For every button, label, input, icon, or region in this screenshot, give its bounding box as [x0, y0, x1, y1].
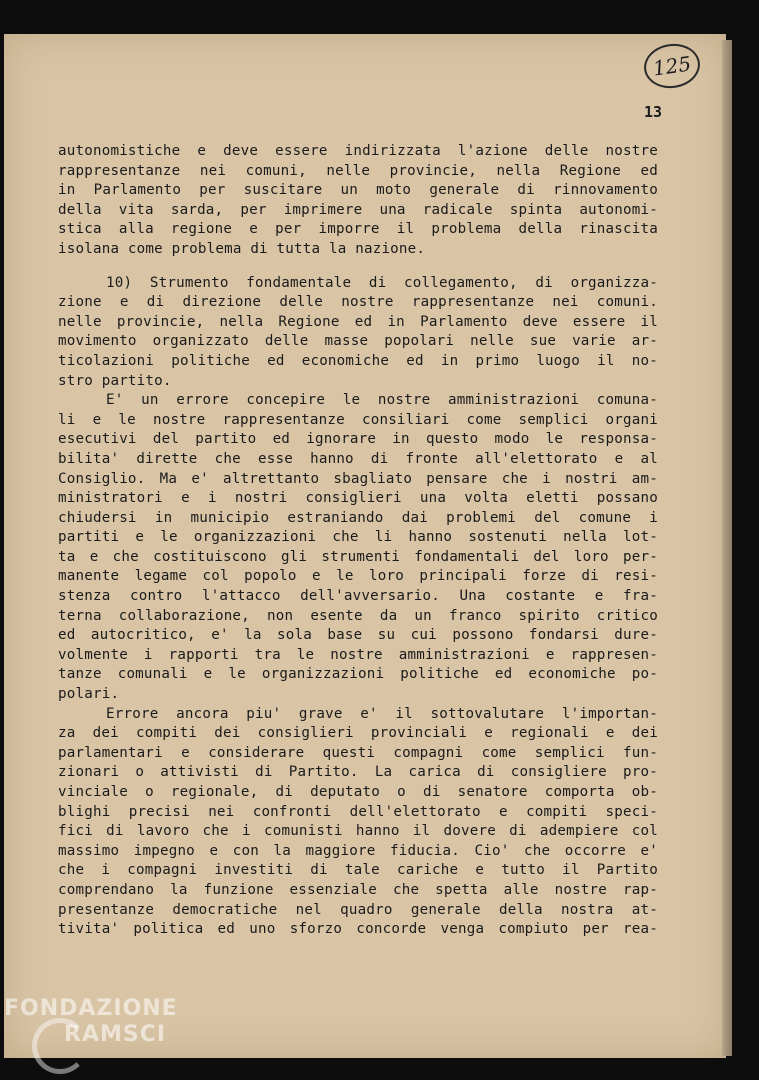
paragraph-gap: [58, 260, 658, 274]
text-line: isolana come problema di tutta la nazione.: [58, 240, 426, 257]
watermark-line1: FONDAZIONE: [4, 996, 178, 1021]
text-line: stro partito.: [58, 372, 172, 389]
text-line: esecutivi del partito ed ignorare in questo modo le responsa-: [58, 431, 658, 448]
text-line: polari.: [58, 686, 120, 703]
text-line: autonomistiche e deve essere indirizzata l'azione delle nostre: [58, 143, 658, 159]
text-line: partiti e le organizzazioni che li hanno sostenuti nella lot-: [58, 529, 658, 546]
text-line: ed autocritico, e' la sola base su cui possono fondarsi dure-: [58, 627, 658, 644]
page-edge: [722, 40, 732, 1056]
text-line: ta e che costituiscono gli strumenti fondamentali del loro per-: [58, 548, 658, 565]
text-line: comprendano la funzione essenziale che spetta alle nostre rap-: [58, 881, 658, 898]
text-line: tanze comunali e le organizzazioni politiche ed economiche po-: [58, 666, 658, 683]
text-line: zione e di direzione delle nostre rappresentanze nei comuni.: [58, 294, 658, 311]
text-line: della vita sarda, per imprimere una radicale spinta autonomi-: [58, 201, 658, 218]
text-line: in Parlamento per suscitare un moto generale di rinnovamento: [58, 182, 658, 199]
text-line: che i compagni investiti di tale cariche e tutto il Partito: [58, 862, 658, 879]
text-line: bilita' dirette che esse hanno di fronte all'elettorato e al: [58, 450, 658, 467]
text-line: tivita' politica ed uno sforzo concorde venga compiuto per rea-: [58, 921, 658, 938]
text-line: Errore ancora piu' grave e' il sottovalutare l'importan-: [106, 705, 658, 722]
text-line: manente legame col popolo e le loro principali forze di resi-: [58, 568, 658, 585]
body-text: [58, 142, 658, 940]
text-line: ministratori e i nostri consiglieri una volta eletti possano: [58, 490, 658, 507]
text-line: Consiglio. Ma e' altrettanto sbagliato pensare che i nostri am-: [58, 470, 658, 487]
text-line: zionari o attivisti di Partito. La carica di consigliere pro-: [58, 764, 658, 781]
text-line: nelle provincie, nella Regione ed in Parlamento deve essere il: [58, 313, 658, 330]
text-line: vinciale o regionale, di deputato o di senatore comporta ob-: [58, 784, 658, 800]
text-line: blighi precisi nei confronti dell'elettorato e compiti speci-: [58, 803, 658, 820]
text-line: presentanze democratiche nel quadro generale della nostra at-: [58, 901, 658, 918]
text-line: rappresentanze nei comuni, nelle provincie, nella Regione ed: [58, 162, 658, 179]
text-line: massimo impegno e con la maggiore fiducia. Cio' che occorre e': [58, 842, 658, 859]
text-line: fici di lavoro che i comunisti hanno il dovere di adempiere col: [58, 823, 658, 840]
text-line: volmente i rapporti tra le nostre amministrazioni e rappresen-: [58, 646, 658, 663]
text-line: E' un errore concepire le nostre amministrazioni comuna-: [106, 392, 658, 409]
text-line: terna collaborazione, non esente da un franco spirito critico: [58, 607, 658, 624]
text-line: parlamentari e considerare questi compagni come semplici fun-: [58, 744, 658, 761]
text-line: chiudersi in municipio estraniando dai problemi del comune i: [58, 509, 658, 526]
text-line: za dei compiti dei consiglieri provinciali e regionali e dei: [58, 725, 658, 742]
watermark-line2: RAMSCI: [64, 1022, 167, 1047]
text-line: movimento organizzato delle masse popolari nelle sue varie ar-: [58, 333, 658, 350]
text-line: stenza contro l'attacco dell'avversario. Una costante e fra-: [58, 588, 658, 605]
text-line: 10) Strumento fondamentale di collegamento, di organizza-: [106, 274, 658, 291]
archive-number: 125: [651, 51, 693, 81]
fondazione-gramsci-watermark: [4, 996, 204, 1066]
page-number: 13: [643, 103, 662, 121]
text-line: li e le nostre rappresentanze consiliari come semplici organi: [58, 411, 658, 428]
text-line: stica alla regione e per imporre il problema della rinascita: [58, 221, 658, 238]
text-line: ticolazioni politiche ed economiche ed in primo luogo il no-: [58, 352, 658, 369]
